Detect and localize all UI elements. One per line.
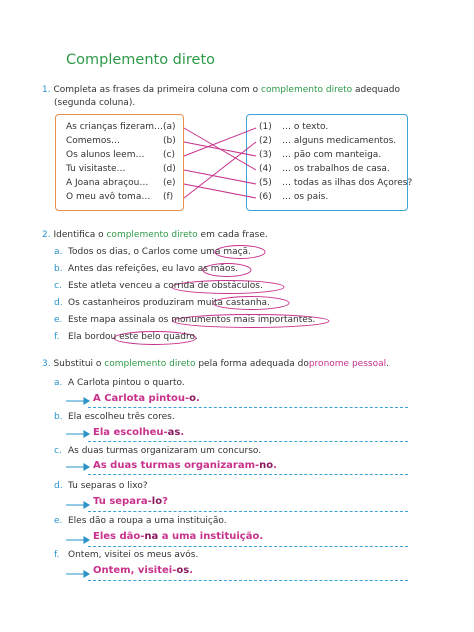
left-item-text: O meu avô toma… xyxy=(66,192,151,202)
left-item-letter: (a) xyxy=(163,122,176,132)
sentence: Este atleta venceu a corrida de obstáculos. xyxy=(68,281,263,291)
question-1-number: 1. xyxy=(42,85,51,95)
sentence: Tu separas o lixo? xyxy=(68,481,148,491)
sentence: Antes das refeições, eu lavo as mãos. xyxy=(68,264,239,274)
match-line-e-6 xyxy=(184,184,256,198)
item-letter: a. xyxy=(54,378,63,388)
left-item-text: As crianças fizeram… xyxy=(66,122,164,132)
answer-line-f xyxy=(88,580,408,581)
right-item-text: … alguns medicamentos. xyxy=(282,136,397,146)
item-letter: f. xyxy=(54,332,60,342)
answer-end: . xyxy=(196,393,200,404)
right-item-text: … todas as ilhas dos Açores? xyxy=(282,178,413,188)
left-item-letter: (b) xyxy=(163,136,176,146)
left-item-text: Tu visitaste… xyxy=(66,164,126,174)
answer-d xyxy=(93,496,168,507)
right-item-number: (5) xyxy=(259,178,272,188)
left-item-letter: (c) xyxy=(163,150,175,160)
sentence: Ela bordou este belo quadro. xyxy=(68,332,198,342)
item-letter: e. xyxy=(54,516,63,526)
sentence: Este mapa assinala os monumentos mais importantes. xyxy=(68,315,316,325)
question-3-text-e: . xyxy=(386,359,389,369)
match-line-d-5 xyxy=(184,170,256,184)
answer-text: As duas turmas organizaram- xyxy=(93,460,260,471)
question-3-prompt xyxy=(42,358,389,371)
answer-line-a xyxy=(88,407,408,408)
left-item-letter: (f) xyxy=(163,192,174,202)
left-item-letter: (e) xyxy=(163,178,176,188)
sentence: Ela escolheu três cores. xyxy=(68,412,175,422)
match-line-f-2 xyxy=(184,142,256,198)
question-3-term-2: pronome pessoal xyxy=(308,359,387,369)
left-item-text: Comemos… xyxy=(66,136,121,146)
sentence: As duas turmas organizaram um concurso. xyxy=(68,446,262,456)
sentence: A Carlota pintou o quarto. xyxy=(68,378,185,388)
left-item-text: A Joana abraçou… xyxy=(66,178,149,188)
right-item-text: … os trabalhos de casa. xyxy=(282,164,390,174)
answer-c xyxy=(93,460,277,471)
answer-end: . xyxy=(273,460,277,471)
answer-text: A Carlota pintou- xyxy=(93,393,190,404)
answer-end: . xyxy=(189,565,193,576)
question-2-number: 2. xyxy=(42,230,51,240)
match-line-c-1 xyxy=(184,128,256,156)
sentence: Ontem, visitei os meus avós. xyxy=(68,550,199,560)
question-3-term: complemento direto xyxy=(104,359,196,369)
right-item-text: … os pais. xyxy=(282,192,329,202)
answer-e xyxy=(93,531,263,542)
answer-pronoun: os xyxy=(176,565,190,576)
answer-text: Eles dão- xyxy=(93,531,145,542)
answer-end: a uma instituição. xyxy=(158,531,264,542)
answer-line-d xyxy=(88,511,408,512)
question-2-text-c: em cada frase. xyxy=(200,230,268,240)
left-item-text: Os alunos leem… xyxy=(66,150,145,160)
answer-line-b xyxy=(88,441,408,442)
right-item-number: (6) xyxy=(259,192,272,202)
answer-pronoun: o xyxy=(189,393,197,404)
item-letter: e. xyxy=(54,315,63,325)
question-1-text-a: Completa as frases da primeira coluna com o xyxy=(53,85,259,95)
item-letter: d. xyxy=(54,298,63,308)
right-item-text: … o texto. xyxy=(282,122,329,132)
right-item-number: (1) xyxy=(259,122,272,132)
question-3-text-a: Substitui o xyxy=(53,359,102,369)
sentence: Todos os dias, o Carlos come uma maçã. xyxy=(68,247,251,257)
item-letter: d. xyxy=(54,481,63,491)
sentence: Eles dão a roupa a uma instituição. xyxy=(68,516,227,526)
question-2-term: complemento direto xyxy=(106,230,198,240)
answer-end: . xyxy=(180,427,185,438)
answer-end: ? xyxy=(162,496,168,507)
answer-b xyxy=(93,427,184,438)
answer-line-e xyxy=(88,546,408,547)
answer-text: Ontem, visitei- xyxy=(93,565,177,576)
item-letter: c. xyxy=(54,446,62,456)
item-letter: b. xyxy=(54,412,63,422)
answer-pronoun: as xyxy=(167,427,181,438)
answer-a xyxy=(93,393,200,404)
right-item-number: (3) xyxy=(259,150,272,160)
match-line-b-3 xyxy=(184,142,256,156)
answer-text: Tu separa- xyxy=(93,496,152,507)
question-3-number: 3. xyxy=(42,359,51,369)
left-item-letter: (d) xyxy=(163,164,176,174)
answer-pronoun: lo xyxy=(151,496,163,507)
answer-f xyxy=(93,565,193,576)
question-1-text-c: adequado xyxy=(355,85,400,95)
question-1-term: complemento direto xyxy=(261,85,353,95)
item-letter: c. xyxy=(54,281,62,291)
item-letter: f. xyxy=(54,550,60,560)
right-item-number: (2) xyxy=(259,136,272,146)
question-2-text-a: Identifica o xyxy=(53,230,104,240)
right-item-number: (4) xyxy=(259,164,272,174)
answer-pronoun: no xyxy=(259,460,274,471)
item-letter: b. xyxy=(54,264,63,274)
question-3-text-c: pela forma adequada do xyxy=(198,359,309,369)
sentence: Os castanheiros produziram muita castanha. xyxy=(68,298,270,308)
item-letter: a. xyxy=(54,247,63,257)
answer-pronoun: na xyxy=(144,531,159,542)
question-1-prompt-line2: (segunda coluna). xyxy=(54,98,136,108)
page-title: Complemento direto xyxy=(66,52,216,68)
answer-text: Ela escolheu- xyxy=(93,427,168,438)
answer-line-c xyxy=(88,474,408,475)
question-2-prompt xyxy=(42,229,268,242)
right-item-text: … pão com manteiga. xyxy=(282,150,382,160)
